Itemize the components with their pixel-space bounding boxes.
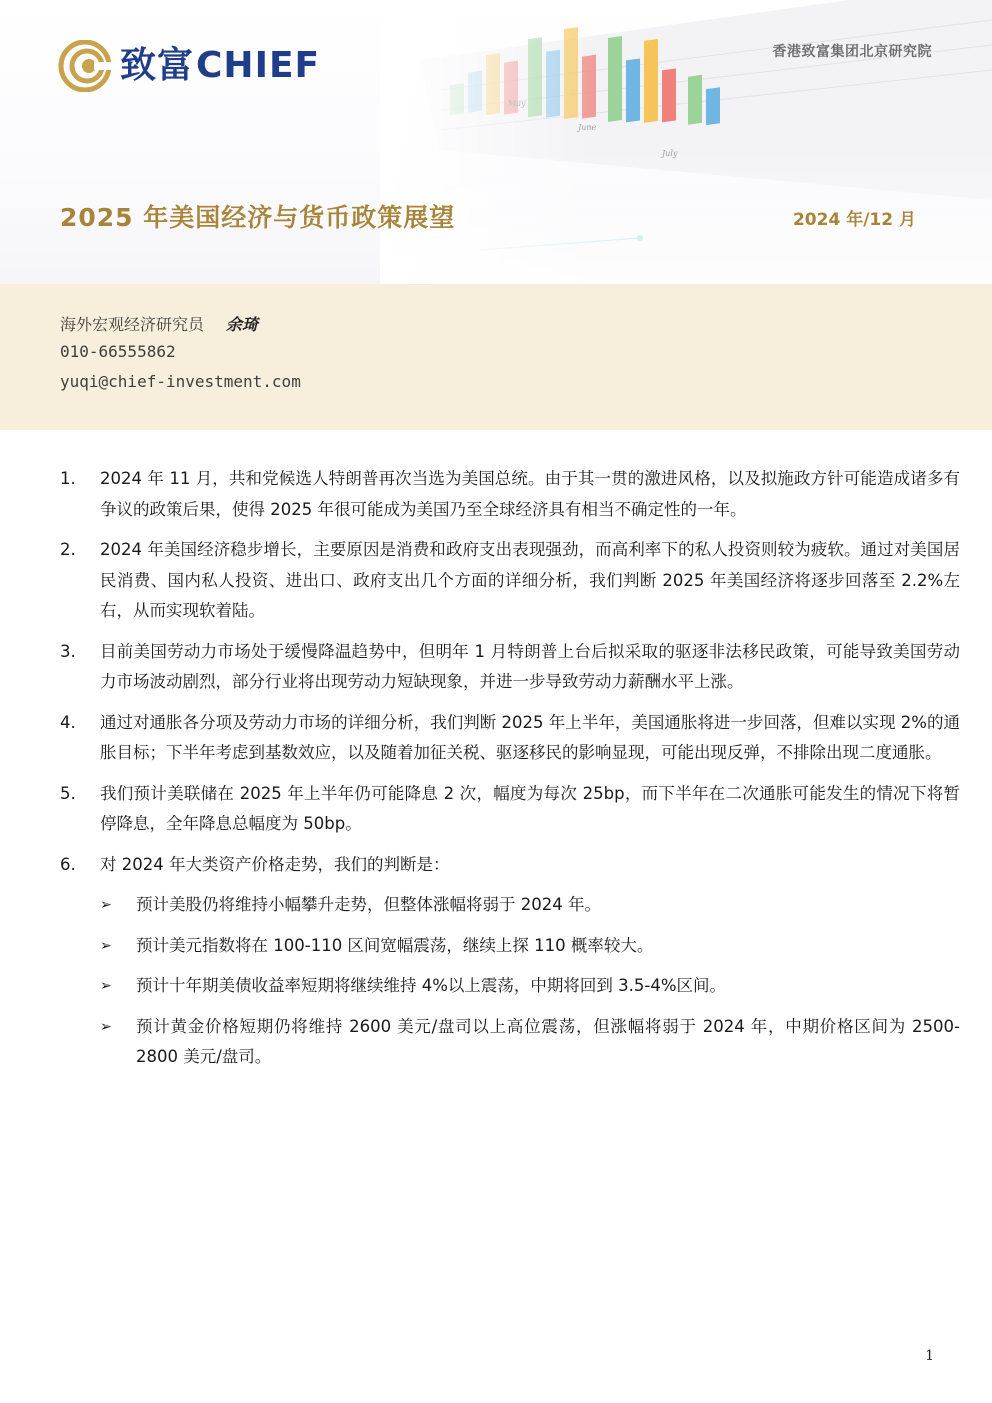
arrow-bullet-icon: ➢ <box>100 937 112 954</box>
arrow-bullet-icon: ➢ <box>100 978 112 994</box>
logo-chinese-text: 致富 <box>120 45 195 86</box>
asset-outlook-item <box>60 931 960 962</box>
asset-outlook-item <box>60 890 960 921</box>
asset-outlook-text: 预计黄金价格短期仍将维持 2600 美元/盘司以上高位震荡，但涨幅将弱于 2024 年，中期价格区间为 2500-2800 美元/盘司。 <box>136 1016 960 1066</box>
author-role-line <box>60 312 258 335</box>
summary-point <box>60 708 960 769</box>
asset-outlook-text: 预计美元指数将在 100-110 区间宽幅震荡，继续上探 110 概率较大。 <box>136 935 654 955</box>
report-title: 2025 年美国经济与货币政策展望 <box>60 203 456 232</box>
asset-outlook-item <box>60 971 960 1002</box>
page-number: 1 <box>925 1348 934 1364</box>
logo-swirl-icon <box>58 40 114 92</box>
point-number: 2. <box>60 540 76 559</box>
point-text: 我们预计美联储在 2025 年上半年仍可能降息 2 次，幅度为每次 25bp，而下半年在二次通胀可能发生的情况下将暂停降息，全年降息总幅度为 50bp。 <box>100 783 960 833</box>
point-number: 1. <box>60 469 76 488</box>
point-text: 2024 年 11 月，共和党候选人特朗普再次当选为美国总统。由于其一贯的激进风格，以及拟施政方针可能造成诸多有争议的政策后果，使得 2025 年很可能成为美国乃至全球经济具有相当不确定性的一年。 <box>100 469 960 519</box>
author-info-band <box>0 284 992 430</box>
author-email[interactable]: yuqi@chief-investment.com <box>60 372 301 391</box>
point-number: 3. <box>60 641 76 661</box>
point-text: 2024 年美国经济稳步增长，主要原因是消费和政府支出表现强劲，而高利率下的私人投资则较为疲软。通过对美国居民消费、国内私人投资、进出口、政府支出几个方面的详细分析，我们判断 2025 年美国经济将逐步回落至 2.2%左右，从而实现软着陆。 <box>100 540 960 620</box>
point-text: 对 2024 年大类资产价格走势，我们的判断是： <box>100 854 450 874</box>
author-phone: 010-66555862 <box>60 342 176 361</box>
point-number: 4. <box>60 712 76 732</box>
brand-logo <box>58 40 320 92</box>
asset-outlook-text: 预计十年期美债收益率短期将继续维持 4%以上震荡，中期将回到 3.5-4%区间。 <box>136 976 727 995</box>
report-date: 2024 年/12 月 <box>792 210 916 230</box>
point-text: 通过对通胀各分项及劳动力市场的详细分析，我们判断 2025 年上半年，美国通胀将进一步回落，但难以实现 2%的通胀目标；下半年考虑到基数效应，以及随着加征关税、驱逐移民的影响显现，可能出现反弹，不排除出现二度通胀。 <box>100 712 960 762</box>
summary-point <box>60 779 960 840</box>
point-text: 目前美国劳动力市场处于缓慢降温趋势中，但明年 1 月特朗普上台后拟采取的驱逐非法移民政策，可能导致美国劳动力市场波动剧烈，部分行业将出现劳动力短缺现象，并进一步导致劳动力薪酬水平上涨。 <box>100 641 960 691</box>
report-header <box>0 0 992 284</box>
arrow-bullet-icon: ➢ <box>100 1018 112 1035</box>
point-number: 6. <box>60 854 76 874</box>
arrow-bullet-icon: ➢ <box>100 897 112 913</box>
summary-point <box>60 464 960 525</box>
summary-point <box>60 850 960 881</box>
report-summary-body <box>60 464 960 1083</box>
point-number: 5. <box>60 783 76 803</box>
asset-outlook-text: 预计美股仍将维持小幅攀升走势，但整体涨幅将弱于 2024 年。 <box>136 895 601 914</box>
summary-point <box>60 637 960 698</box>
summary-point <box>60 535 960 627</box>
author-name: 余琦 <box>226 315 259 334</box>
institute-name: 香港致富集团北京研究院 <box>772 44 932 60</box>
author-role: 海外宏观经济研究员 <box>60 315 205 334</box>
logo-english-text: CHIEF <box>196 45 321 86</box>
asset-outlook-item <box>60 1012 960 1073</box>
